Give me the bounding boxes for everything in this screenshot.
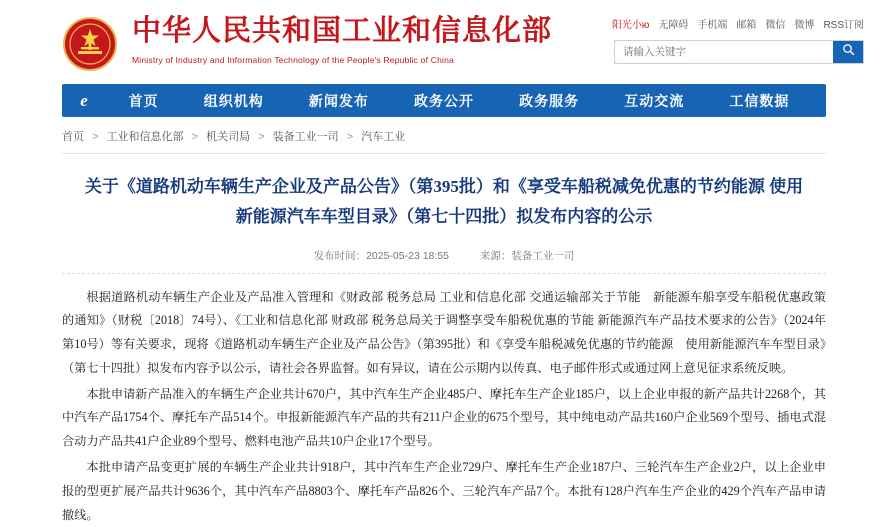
- source-value: 装备工业一司: [511, 250, 574, 262]
- header-utility-area: [614, 16, 864, 64]
- page-title: 关于《道路机动车辆生产企业及产品公告》（第395批）和《享受车船税减免优惠的节约能源 使用新能源汽车车型目录》（第七十四批）拟发布内容的公示: [62, 172, 826, 232]
- search-input[interactable]: [615, 41, 833, 63]
- nav-item-government-services[interactable]: 政务服务: [519, 91, 579, 111]
- top-link-weibo[interactable]: 微博: [794, 16, 814, 31]
- breadcrumb: [62, 128, 826, 154]
- nav-logo-icon: [62, 91, 106, 111]
- source-label: 来源：: [480, 250, 512, 262]
- nav-item-government-disclosure[interactable]: 政务公开: [414, 91, 474, 111]
- nav-item-home[interactable]: 首页: [129, 91, 159, 111]
- publish-time-value: 2025-05-23 18:55: [366, 250, 449, 262]
- article-paragraph: 本批申请产品变更扩展的车辆生产企业共计918户，其中汽车生产企业729户、摩托车生产企业187户、三轮汽车生产企业2户，以上企业申报的型更扩展产品共计9636个，其中汽车产品8803个、摩托车产品826个、三轮汽车产品7个。本批有128户汽车生产企业的429个汽车产品申请撤线。: [62, 456, 826, 527]
- breadcrumb-separator: >: [192, 131, 198, 143]
- nav-item-interaction[interactable]: 互动交流: [624, 91, 684, 111]
- site-title-cn: 中华人民共和国工业和信息化部: [132, 16, 552, 48]
- search-box[interactable]: [614, 40, 864, 64]
- article-paragraph: 本批申请新产品准入的车辆生产企业共计670户，其中汽车生产企业485户、摩托车生产企业185户，以上企业申报的新产品共计2268个，其中汽车产品1754个、摩托车产品514个。申报新能源汽车产品的共有211户企业的675个型号，其中纯电动产品共160户企业569个型号、插电式混合动力产品共41户企业89个型号、燃料电池产品共10户企业17个型号。: [62, 383, 826, 454]
- breadcrumb-item-departments[interactable]: 机关司局: [206, 131, 250, 143]
- nav-items: [106, 91, 826, 111]
- article-body: [62, 286, 826, 527]
- nav-item-organization[interactable]: 组织机构: [204, 91, 264, 111]
- breadcrumb-item-miit[interactable]: 工业和信息化部: [107, 131, 184, 143]
- article: [62, 154, 826, 527]
- site-header: [0, 0, 888, 80]
- breadcrumb-item-home[interactable]: 首页: [62, 131, 84, 143]
- breadcrumb-item-equipment-industry-1[interactable]: 装备工业一司: [273, 131, 339, 143]
- top-link-accessibility[interactable]: 无障碍: [658, 16, 688, 31]
- top-link-wechat[interactable]: 微信: [765, 16, 785, 31]
- top-link-mobile[interactable]: 手机端: [697, 16, 727, 31]
- breadcrumb-separator: >: [92, 131, 98, 143]
- site-title-block: [132, 10, 552, 65]
- top-link-sunshine[interactable]: 阳光小ю: [612, 16, 650, 31]
- top-links: [614, 16, 864, 31]
- article-paragraph: 根据道路机动车辆生产企业及产品准入管理和《财政部 税务总局 工业和信息化部 交通运输部关于节能 新能源车船享受车船税优惠政策的通知》（财税〔2018〕74号）、《工业和信息化部 财政部 税务总局关于调整享受车船税优惠的节能 新能源汽车产品技术要求的公告》（2024年第10号）等有关要求，现将《道路机动车辆生产企业及产品公告》（第395批）和《享受车船税减免优惠的节约能源 使用新能源汽车车型目录》（第七十四批）拟发布内容予以公示，请社会各界监督。如有异议，请在公示期内以传真、电子邮件形式或通过网上意见征求系统反映。: [62, 286, 826, 381]
- breadcrumb-separator: >: [347, 131, 353, 143]
- national-emblem-icon: [62, 16, 118, 72]
- breadcrumb-item-auto-industry[interactable]: 汽车工业: [361, 131, 405, 143]
- nav-item-news[interactable]: 新闻发布: [309, 91, 369, 111]
- site-title-en: Ministry of Industry and Information Technology of the People's Republic of China: [132, 55, 552, 65]
- top-link-email[interactable]: 邮箱: [736, 16, 756, 31]
- article-meta: [62, 248, 826, 274]
- search-icon: [842, 43, 855, 61]
- nav-logo-letter: e: [80, 91, 88, 111]
- main-nav: [62, 84, 826, 117]
- nav-item-industry-data[interactable]: 工信数据: [729, 91, 789, 111]
- top-link-rss[interactable]: RSS订阅: [823, 16, 864, 31]
- breadcrumb-separator: >: [258, 131, 264, 143]
- publish-time-label: 发布时间：: [314, 250, 367, 262]
- search-button[interactable]: [833, 41, 863, 63]
